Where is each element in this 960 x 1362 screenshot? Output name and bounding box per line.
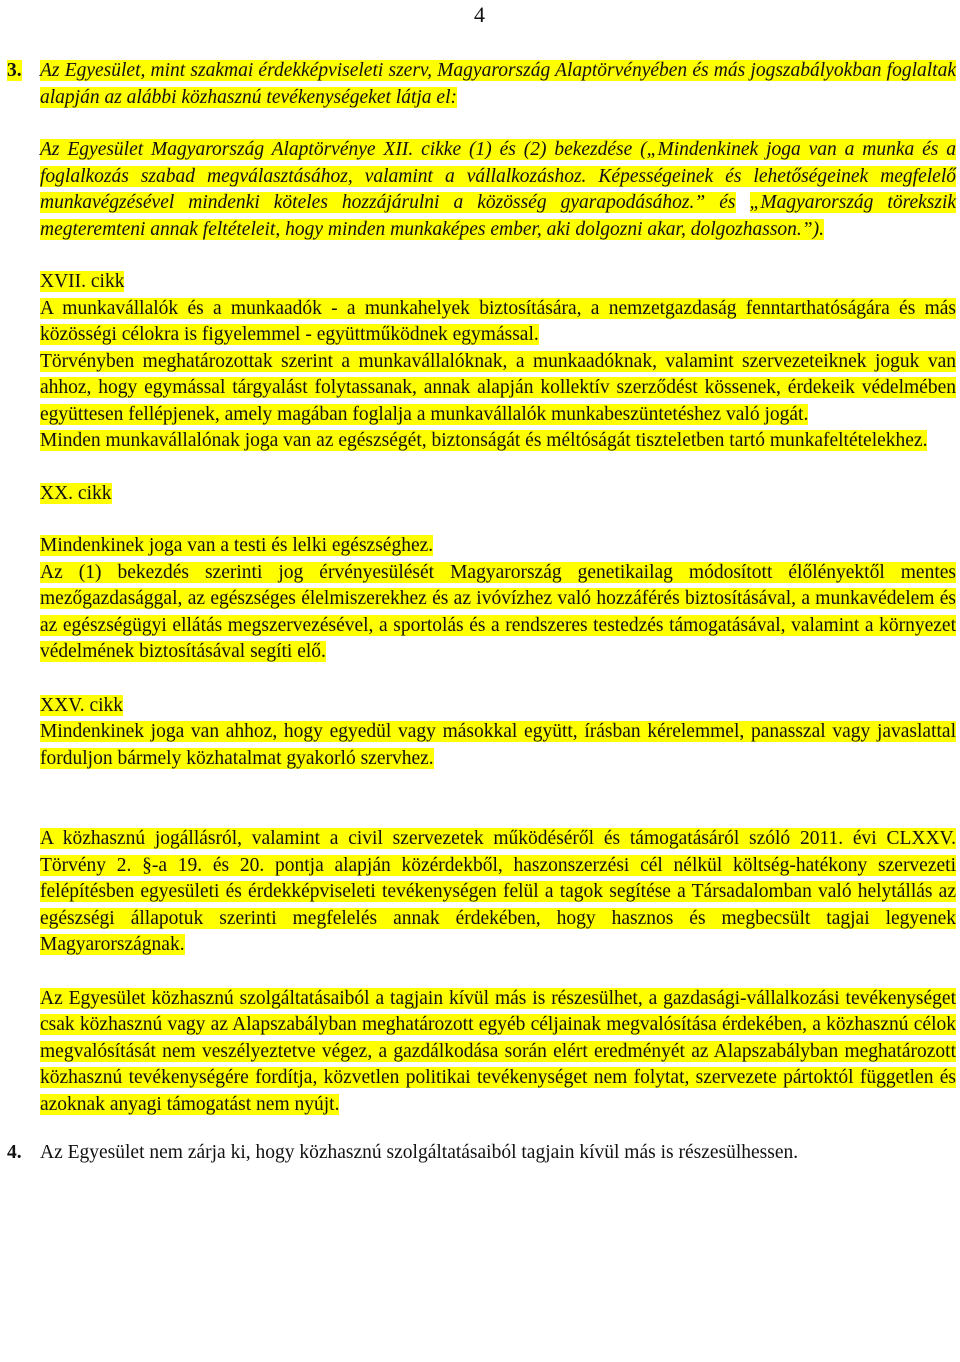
- public-benefit-paragraph-1: A közhasznú jogállásról, valamint a civil szervezetek működéséről és támogatásáról szóló 2011. évi CLXXV. Törvény 2. §-a 19. és 20. pontja alapján közérdekből, haszonszerzési cél nélkül költség-hatékony szervezeti felépítésben egyesületi és érdekképviseleti tevékenységen felül a tagok segítése a Társadalomban való helytállás az egészségi állapotuk szerinti megfelelés annak érdekében, hogy hasznos és megbecsült tagjai legyenek Magyarországnak.: [40, 828, 956, 955]
- article-12-text: Az Egyesület Magyarország Alaptörvénye XII. cikke (1) és (2) bekezdése („Mindenkinek joga van a munka és a foglalkozás szabad megválasztásához, valamint a vállalkozáshoz. Képességeinek és lehetőségeinek megfelelő munkavégzésével mindenki köteles hozzájárulni a közösség gyarapodásához.” és „Magyarország törekszik megteremteni annak feltételeit, hogy minden munkaképes ember, aki dolgozni akar, dolgozhasson.”).: [40, 139, 957, 240]
- page-number: 4: [474, 2, 485, 27]
- article-17-paragraph-3: Minden munkavállalónak joga van az egészségét, biztonságát és méltóságát tiszteletben tartó munkafeltételekhez.: [40, 430, 928, 451]
- document-body: [7, 58, 957, 1167]
- article-25-paragraph-1: Mindenkinek joga van ahhoz, hogy egyedül vagy másokkal együtt, írásban kérelemmel, panasszal vagy javaslattal forduljon bármely közhatalmat gyakorló szervhez.: [40, 721, 956, 769]
- article-17-title: XVII. cikk: [40, 271, 125, 292]
- section-3-number: 3.: [7, 60, 22, 81]
- article-17-paragraph-2: Törvényben meghatározottak szerint a munkavállalóknak, a munkaadóknak, valamint szervezeteiknek joguk van ahhoz, hogy egymással tárgyalást folytassanak, annak alapján kollektív szerződést kössenek, érdekeik védelmében együttesen fellépjenek, amely magában foglalja a munkavállalók munkabeszüntetéshez való jogát.: [40, 350, 956, 425]
- article-20-paragraph-1: Mindenkinek joga van a testi és lelki egészséghez.: [40, 535, 434, 556]
- public-benefit-paragraph-2: Az Egyesület közhasznú szolgáltatásaiból a tagjain kívül más is részesülhet, a gazdasági-vállalkozási tevékenységet csak közhasznú vagy az Alapszabályban meghatározott egyéb céljainak megvalósítása érdekében, a közhasznú célok megvalósítását nem veszélyeztetve végez, a gazdálkodása során elért eredményét az Alapszabályban meghatározott közhasznú tevékenységére fordítja, közvetlen politikai tevékenységet nem folytat, szervezete pártoktól független és azoknak anyagi támogatást nem nyújt.: [40, 987, 956, 1115]
- article-17-paragraph-1: A munkavállalók és a munkaadók - a munkahelyek biztosítására, a nemzetgazdaság fenntarthatóságára és más közösségi célokra is figyelemmel - együttműködnek egymással.: [40, 297, 956, 345]
- article-25-title: XXV. cikk: [40, 694, 124, 716]
- article-20-title: XX. cikk: [40, 482, 112, 504]
- article-20-paragraph-2: Az (1) bekezdés szerinti jog érvényesülését Magyarország genetikailag módosított élőlényektől mentes mezőgazdasággal, az egészséges élelmiszerekhez és az ivóvízhez való hozzáférés biztosításával, a munkavédelem és az egészségügyi ellátás megszervezésével, a sportolás és a rendszeres testedzés támogatásával, valamint a környezet védelmének biztosításával segíti elő.: [40, 561, 956, 662]
- section-4-number: 4.: [7, 1142, 22, 1163]
- section-3-intro: 3. Az Egyesület, mint szakmai érdekképviseleti szerv, Magyarország Alaptörvényében és más jogszabályokban foglaltak alapján az alábbi közhasznú tevékenységeket látja el:: [7, 60, 956, 108]
- section-4-text: 4. Az Egyesület nem zárja ki, hogy közhasznú szolgáltatásaiból tagjain kívül más is részesülhessen.: [40, 1140, 956, 1167]
